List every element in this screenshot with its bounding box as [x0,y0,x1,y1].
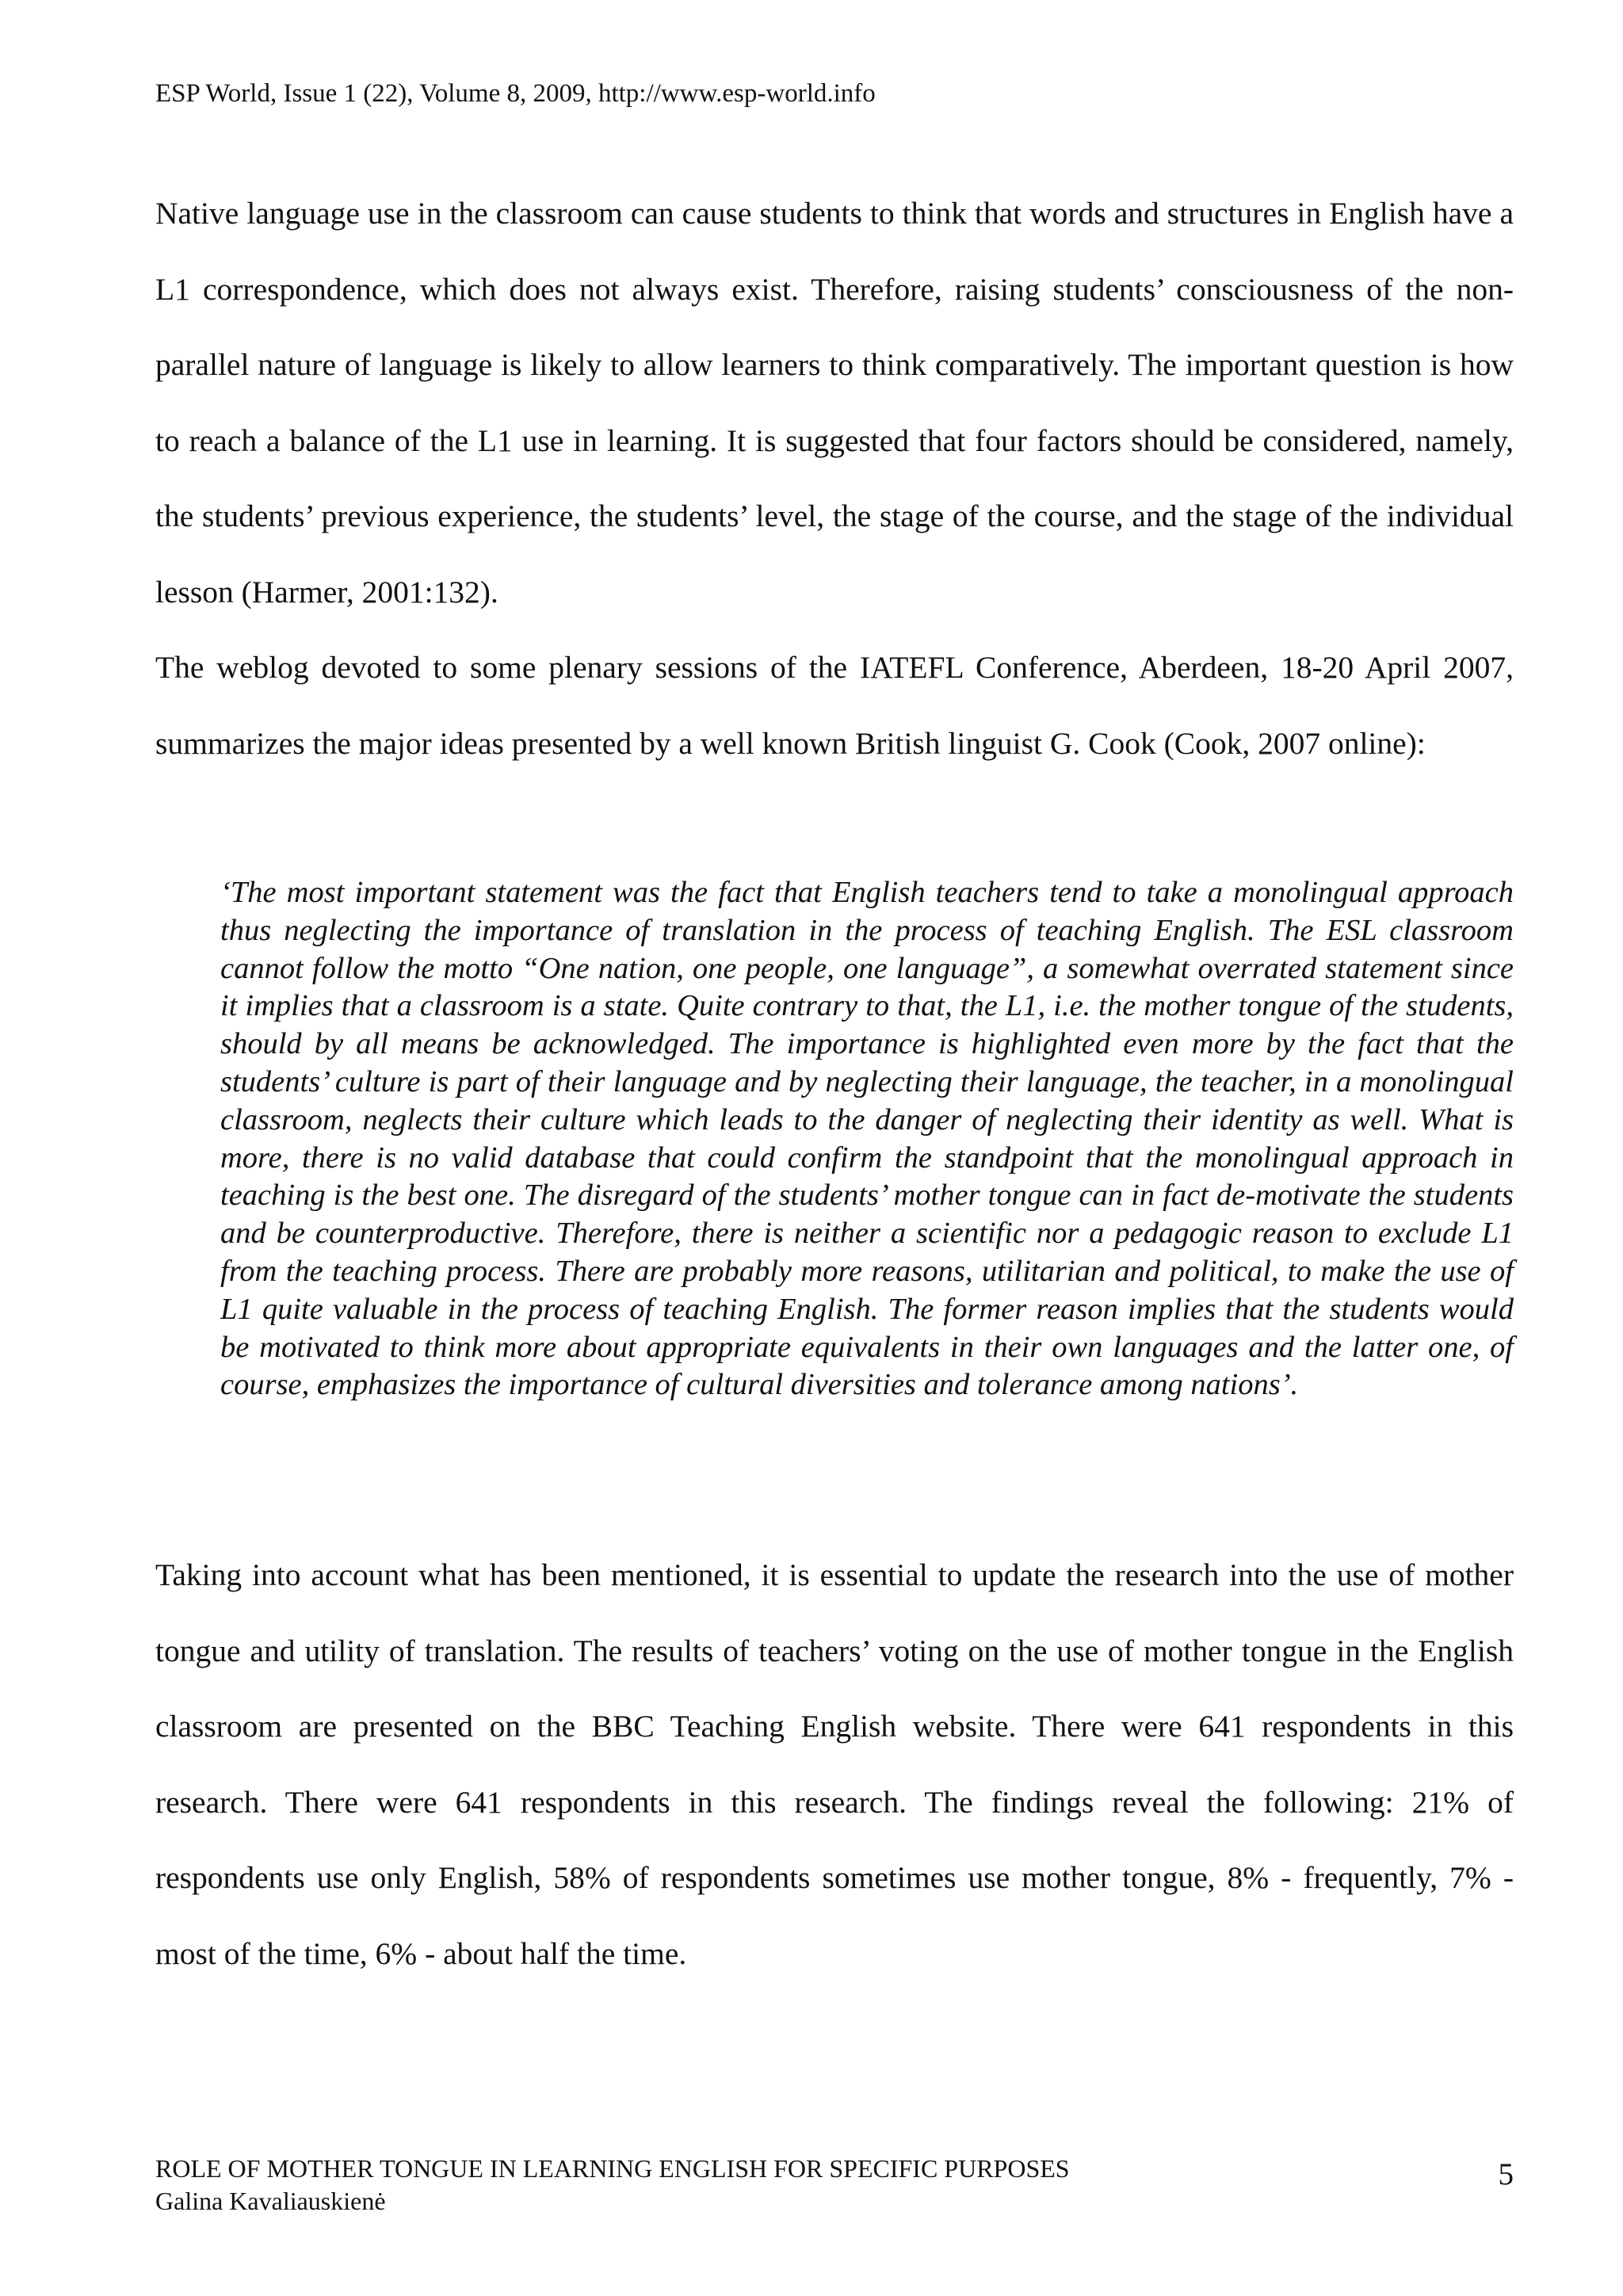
body-paragraph [155,1538,1514,1992]
paragraph-text: The weblog devoted to some plenary sessions of the IATEFL Conference, Aberdeen, 18-20 April 2007, summarizes the major ideas presented by a well known British linguist G. Cook (Cook, 2007 online): [155,650,1514,761]
page-number: 5 [1498,2157,1514,2191]
block-quote: ‘The most important statement was the fact that English teachers tend to take a monolingual approach thus neglecting the importance of translation in the process of teaching English. The ESL classroom cannot follow the motto “One nation, one people, one language”, a somewhat overrated statement since it implies that a classroom is a state. Quite contrary to that, the L1, i.e. the mother tongue of the students, should by all means be acknowledged. The importance is highlighted even more by the fact that the students’ culture is part of their language and by neglecting their language, the teacher, in a monolingual classroom, neglects their culture which leads to the danger of neglecting their identity as well. What is more, there is no valid database that could confirm the standpoint that the monolingual approach in teaching is the best one. The disregard of the students’ mother tongue can in fact de-motivate the students and be counterproductive. Therefore, there is neither a scientific nor a pedagogic reason to exclude L1 from the teaching process. There are probably more reasons, utilitarian and political, to make the use of L1 quite valuable in the process of teaching English. The former reason implies that the students would be motivated to think more about appropriate equivalents in their own languages and the latter one, of course, emphasizes the importance of cultural diversities and tolerance among nations’. [220,876,1514,1402]
running-header: ESP World, Issue 1 (22), Volume 8, 2009, http://www.esp-world.info [155,79,876,108]
paragraph-text: Taking into account what has been mentioned, it is essential to update the research into the use of mother tongue and utility of translation. The results of teachers’ voting on the use of mother tongue in the English classroom are presented on the BBC Teaching English website. There were 641 respondents in this research. There were 641 respondents in this research. The findings reveal the following: 21% of respondents use only English, 58% of respondents sometimes use mother tongue, 8% - frequently, 7% - most of the time, 6% - about half the time. [155,1557,1514,1971]
paragraph-text: Native language use in the classroom can cause students to think that words and structures in English have a L1 correspondence, which does not always exist. Therefore, raising students’ consciousness of the non-parallel nature of language is likely to allow learners to think comparatively. The important question is how to reach a balance of the L1 use in learning. It is suggested that four factors should be considered, namely, the students’ previous experience, the students’ level, the stage of the course, and the stage of the individual lesson (Harmer, 2001:132). [155,196,1514,609]
footer-article-title: ROLE OF MOTHER TONGUE IN LEARNING ENGLISH FOR SPECIFIC PURPOSES [155,2154,1070,2183]
body-paragraph [155,630,1514,781]
footer-author: Galina Kavaliauskienė [155,2187,386,2215]
body-paragraph [155,176,1514,630]
